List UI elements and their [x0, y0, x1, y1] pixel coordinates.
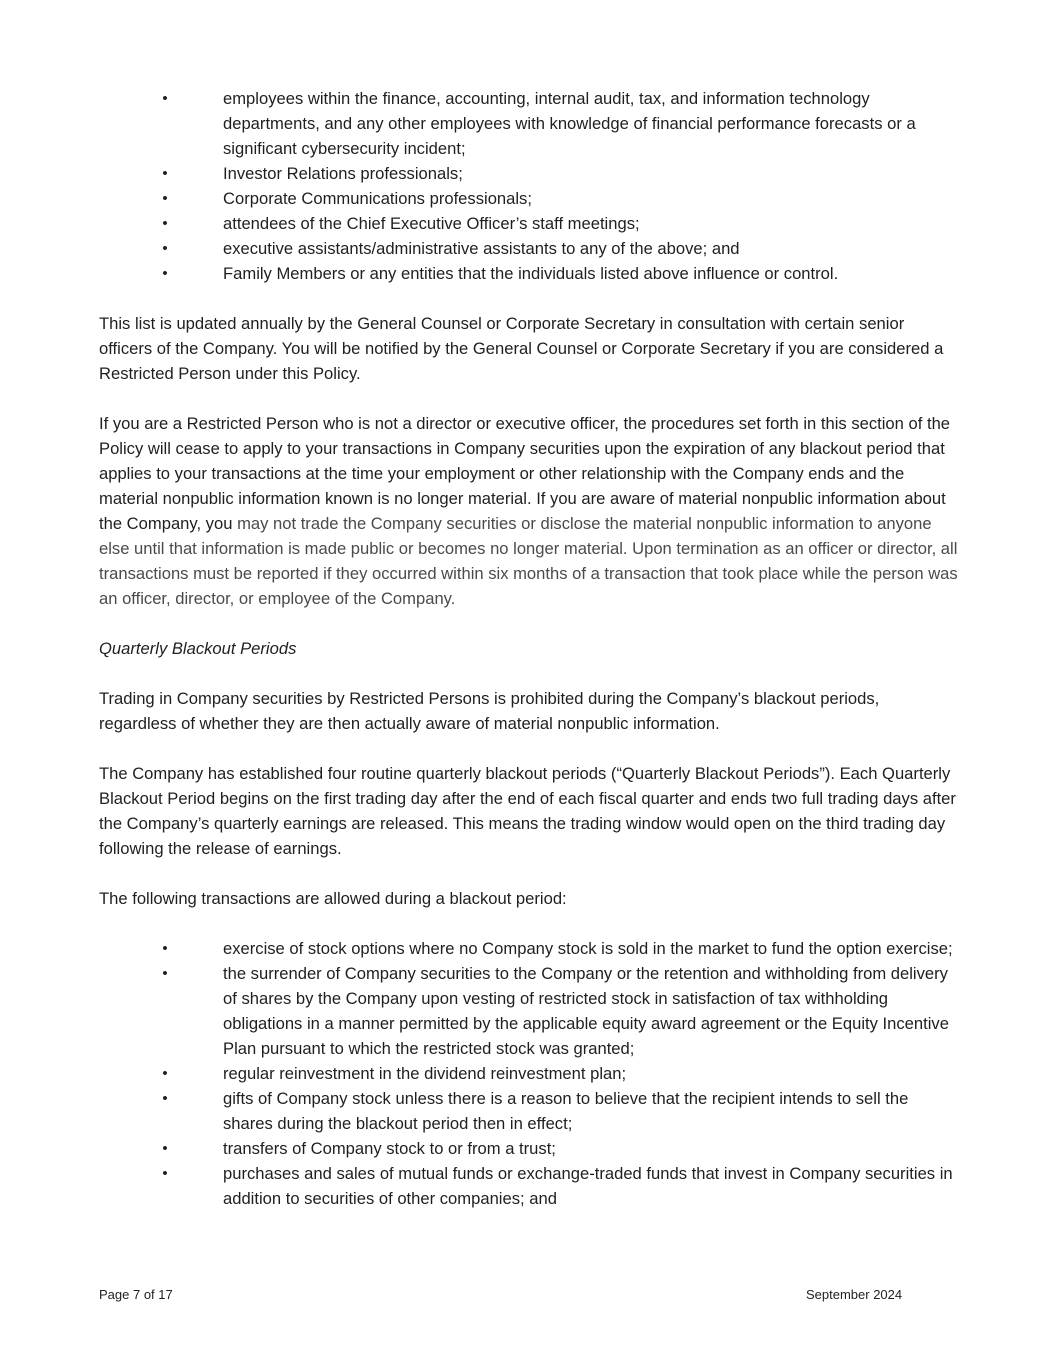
list-item: • exercise of stock options where no Company stock is sold in the market to fund the option exercise;	[99, 936, 959, 961]
bullet-icon: •	[162, 190, 168, 207]
trading-prohibited-paragraph: Trading in Company securities by Restricted Persons is prohibited during the Company’s blackout periods, regardless of whether they are then actually aware of material nonpublic information.	[99, 689, 880, 733]
bullet-icon: •	[162, 1065, 168, 1082]
list-item: • regular reinvestment in the dividend reinvestment plan;	[99, 1061, 959, 1086]
list-item: • gifts of Company stock unless there is a reason to believe that the recipient intends to sell the shares during the blackout period then in effect;	[99, 1086, 959, 1136]
bullet-icon: •	[162, 240, 168, 257]
list-item: • employees within the finance, accounting, internal audit, tax, and information technology departments, and any other employees with knowledge of financial performance forecasts or a significant cybersecurity incident;	[99, 86, 959, 161]
list-item: • the surrender of Company securities to the Company or the retention and withholding from delivery of shares by the Company upon vesting of restricted stock in satisfaction of tax withholding obligations in a manner permitted by the applicable equity award agreement or the Equity Incentive Plan pursuant to which the restricted stock was granted;	[99, 961, 959, 1061]
list-item: • Investor Relations professionals;	[99, 161, 959, 186]
bullet-icon: •	[162, 965, 168, 982]
bullet-icon: •	[162, 1090, 168, 1107]
bullet-icon: •	[162, 265, 168, 282]
bullet-icon: •	[162, 1140, 168, 1157]
bullet-icon: •	[162, 165, 168, 182]
footer-date: September 2024	[806, 1287, 903, 1302]
bullet-icon: •	[162, 90, 168, 107]
document-page	[99, 86, 959, 1236]
list-item: • Corporate Communications professionals;	[99, 186, 959, 211]
page-number: Page 7 of 17	[99, 1287, 173, 1302]
bullet-icon: •	[162, 940, 168, 957]
allowed-transactions-list	[99, 936, 959, 1211]
list-item: • executive assistants/administrative assistants to any of the above; and	[99, 236, 959, 261]
list-item: • Family Members or any entities that the individuals listed above influence or control.	[99, 261, 959, 286]
bullet-icon: •	[162, 1165, 168, 1182]
list-updated-paragraph: This list is updated annually by the General Counsel or Corporate Secretary in consultation with certain senior officers of the Company. You will be notified by the General Counsel or Corporate Secretary if you are considered a Restricted Person under this Policy.	[99, 314, 944, 383]
list-item: • purchases and sales of mutual funds or exchange-traded funds that invest in Company securities in addition to securities of other companies; and	[99, 1161, 959, 1211]
list-item: • attendees of the Chief Executive Officer’s staff meetings;	[99, 211, 959, 236]
list-item: • transfers of Company stock to or from a trust;	[99, 1136, 959, 1161]
restricted-person-paragraph: If you are a Restricted Person who is not a director or executive officer, the procedures set forth in this section of the Policy will cease to apply to your transactions in Company securities upon the expiration of any blackout period that applies to your transactions at the time your employment or other relationship with the Company ends and the material nonpublic information known is no longer material. If you are aware of material nonpublic information about the Company, you may not trade the Company securities or disclose the material nonpublic information to anyone else until that information is made public or becomes no longer material. Upon termination as an officer or director, all transactions must be reported if they occurred within six months of a transaction that took place while the person was an officer, director, or employee of the Company.	[99, 414, 958, 608]
blackout-periods-paragraph: The Company has established four routine quarterly blackout periods (“Quarterly Blackout Periods”). Each Quarterly Blackout Period begins on the first trading day after the end of each fiscal quarter and ends two full trading days after the Company’s quarterly earnings are released. This means the trading window would open on the third trading day following the release of earnings.	[99, 764, 956, 858]
restricted-persons-list	[99, 86, 959, 286]
section-heading: Quarterly Blackout Periods	[99, 639, 297, 658]
allowed-intro-paragraph: The following transactions are allowed during a blackout period:	[99, 889, 567, 908]
bullet-icon: •	[162, 215, 168, 232]
